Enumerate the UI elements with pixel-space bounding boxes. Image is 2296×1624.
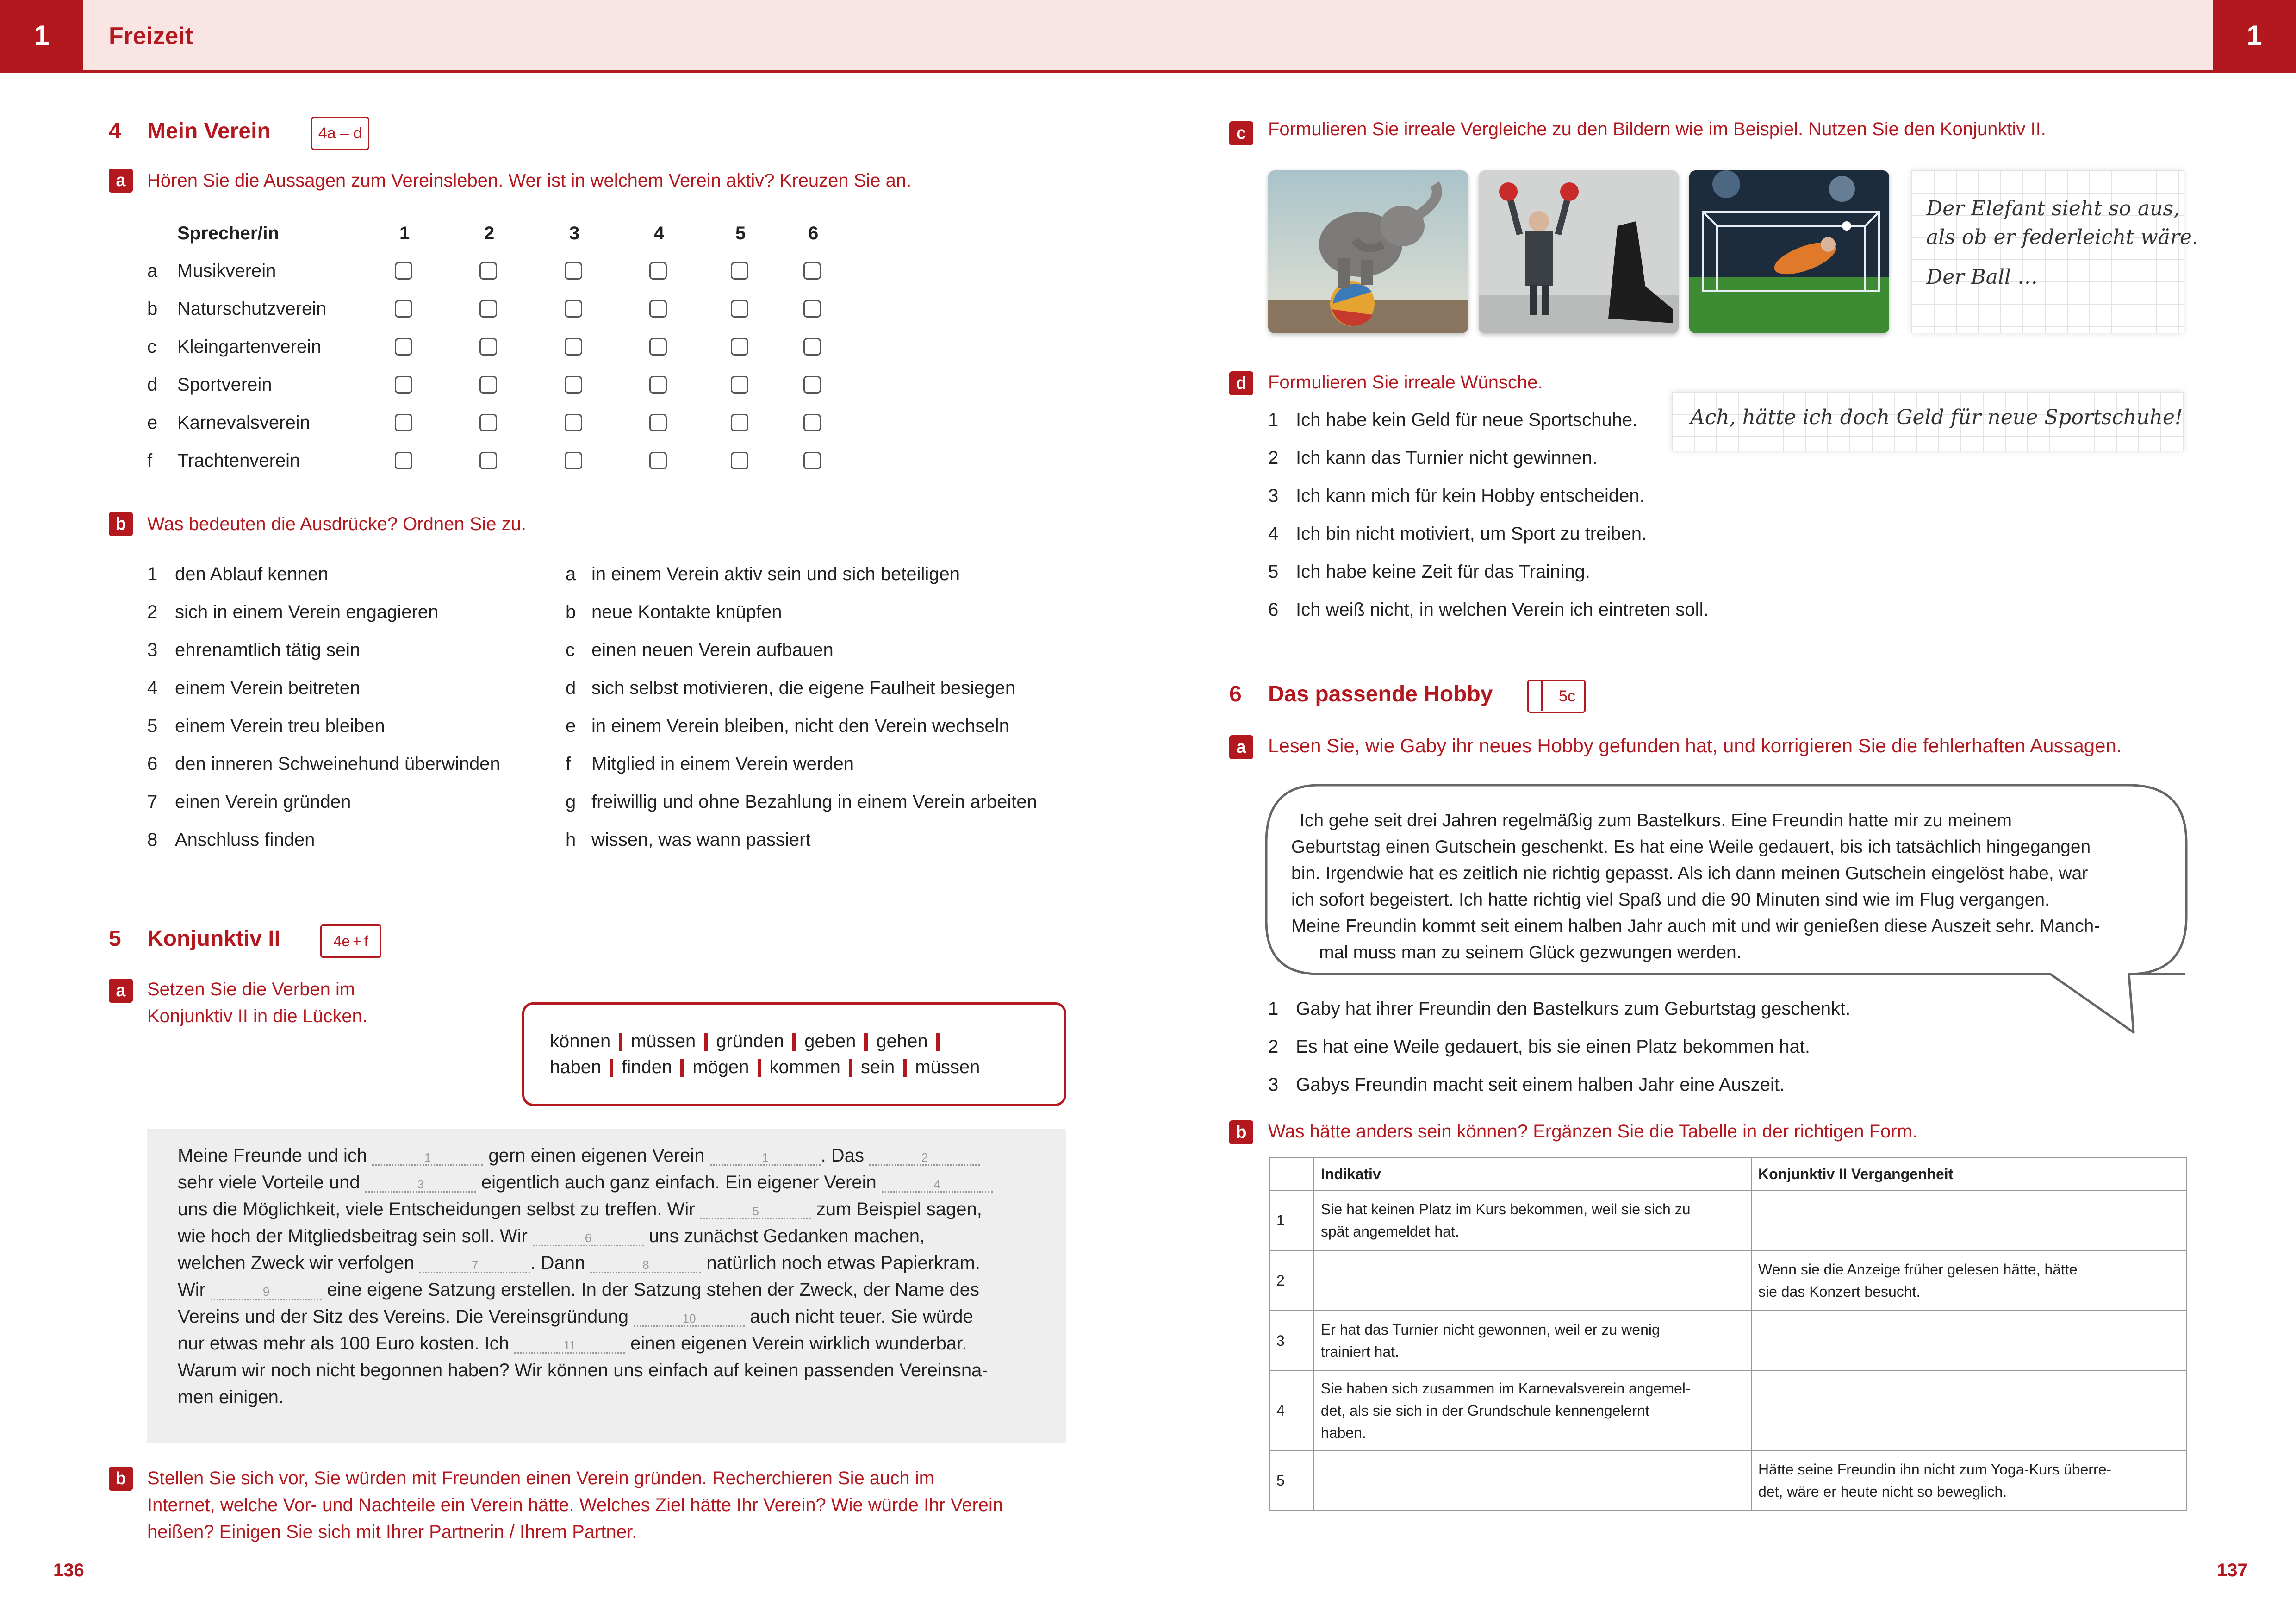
gap-field[interactable]: 2 <box>869 1150 980 1166</box>
separator-bar <box>758 1059 761 1077</box>
task-label: b <box>109 512 133 536</box>
checkbox[interactable] <box>731 262 748 280</box>
table-row <box>1269 1250 2187 1311</box>
checkbox[interactable] <box>731 338 748 356</box>
column-number: 2 <box>484 223 495 244</box>
book-reference: 5c <box>1559 687 1575 705</box>
item-text: einem Verein treu bleiben <box>175 716 385 736</box>
item-text: Ich habe kein Geld für neue Sportschuhe. <box>1296 410 1638 430</box>
item-text: sich in einem Verein engagieren <box>175 602 439 622</box>
column-number: 4 <box>654 223 665 244</box>
item-text: in einem Verein aktiv sein und sich beteiligen <box>591 564 960 584</box>
photo-businessman-boxing <box>1479 170 1679 333</box>
cloze-line: Meine Freunde und ich 1 gern einen eigenen Verein 1 . Das 2 <box>178 1142 993 1169</box>
note-line: Der Elefant sieht so aus, <box>1926 197 2180 220</box>
checkbox[interactable] <box>649 376 667 394</box>
bubble-line: bin. Irgendwie hat es zeitlich nie richtig gepasst. Als ich dann meinen Gutschein eingelöst habe, war <box>1291 863 2088 883</box>
checkbox[interactable] <box>479 376 497 394</box>
task-label: a <box>1229 735 1253 759</box>
item-text: Mitglied in einem Verein werden <box>591 754 854 774</box>
item-text: Ich weiß nicht, in welchen Verein ich eintreten soll. <box>1296 600 1709 620</box>
item-number: 3 <box>1268 486 1279 506</box>
table-cell-number: 5 <box>1269 1450 1314 1511</box>
task-instruction-line: Internet, welche Vor- und Nachteile ein Verein hätte. Welches Ziel hätte Ihr Verein? Wie würde Ihr Verein <box>147 1495 1003 1515</box>
gap-field[interactable]: 1 <box>372 1150 483 1166</box>
item-number: 1 <box>1268 410 1279 430</box>
gap-field[interactable]: 4 <box>882 1177 993 1193</box>
page-number-left: 136 <box>53 1560 84 1580</box>
checkbox[interactable] <box>565 452 582 469</box>
table-header-cell: Indikativ <box>1314 1158 1751 1190</box>
cell-line: haben. <box>1320 1424 1366 1441</box>
item-text: Es hat eine Weile gedauert, bis sie einen Platz bekommen hat. <box>1296 1037 1811 1057</box>
checkbox[interactable] <box>565 414 582 431</box>
row-letter: f <box>147 450 153 471</box>
cloze-line: uns die Möglichkeit, viele Entscheidungen selbst zu treffen. Wir 5 zum Beispiel sagen, <box>178 1199 982 1219</box>
book-icon <box>311 117 369 150</box>
separator-bar <box>619 1033 622 1051</box>
task-label: b <box>1229 1120 1253 1144</box>
cell-line: Wenn sie die Anzeige früher gelesen hätte, hätte <box>1758 1261 2078 1278</box>
item-text: den Ablauf kennen <box>175 564 329 584</box>
cloze-text <box>178 1142 993 1411</box>
item-letter: h <box>566 830 576 850</box>
item-text: wissen, was wann passiert <box>591 830 811 850</box>
item-text: einem Verein beitreten <box>175 678 361 698</box>
table-cell-number: 3 <box>1269 1311 1314 1371</box>
table-cell-indikativ[interactable] <box>1314 1250 1751 1311</box>
item-text: Ich bin nicht motiviert, um Sport zu treiben. <box>1296 524 1647 544</box>
item-number: 1 <box>147 564 158 584</box>
bubble-line: Geburtstag einen Gutschein geschenkt. Es hat eine Weile gedauert, bis ich tatsächlich hingegangen <box>1291 837 2091 857</box>
item-text: Gaby hat ihrer Freundin den Bastelkurs zum Geburtstag geschenkt. <box>1296 999 1851 1019</box>
row-letter: c <box>147 337 156 357</box>
task-instruction-line: Stellen Sie sich vor, Sie würden mit Freunden einen Verein gründen. Recherchieren Sie auch im <box>147 1468 934 1488</box>
checkbox[interactable] <box>731 452 748 469</box>
item-letter: f <box>566 754 571 774</box>
item-number: 2 <box>147 602 158 622</box>
book-icon <box>320 924 381 958</box>
task-instruction-line2: Konjunktiv II in die Lücken. <box>147 1006 367 1026</box>
item-number: 5 <box>147 716 158 736</box>
checkbox[interactable] <box>649 338 667 356</box>
word-box-line <box>550 1028 948 1055</box>
item-text: Anschluss finden <box>175 830 315 850</box>
item-number: 4 <box>1268 524 1279 544</box>
bubble-line: ich sofort begeistert. Ich hatte richtig viel Spaß und die 90 Minuten sind wie im Flug vergangen. <box>1291 890 2050 910</box>
checkbox[interactable] <box>731 300 748 318</box>
item-text: Gabys Freundin macht seit einem halben Jahr eine Auszeit. <box>1296 1074 1785 1095</box>
task-instruction-line: heißen? Einigen Sie sich mit Ihrer Partnerin / Ihrem Partner. <box>147 1522 637 1542</box>
book-icon <box>1527 680 1586 713</box>
separator-bar <box>903 1059 907 1077</box>
checkbox[interactable] <box>395 414 412 431</box>
checkbox[interactable] <box>649 452 667 469</box>
separator-bar <box>792 1033 796 1051</box>
checkbox[interactable] <box>395 262 412 280</box>
item-letter: g <box>566 792 576 812</box>
cloze-line: sehr viele Vorteile und 3 eigentlich auch ganz einfach. Ein eigener Verein 4 <box>178 1169 993 1196</box>
item-number: 3 <box>1268 1074 1279 1095</box>
row-label: Trachtenverein <box>177 450 300 471</box>
task-label: c <box>1229 121 1253 145</box>
cloze-line: Wir 9 eine eigene Satzung erstellen. In der Satzung stehen der Zweck, der Name des <box>178 1280 979 1300</box>
word-option: finden <box>622 1057 672 1077</box>
bubble-text <box>1291 807 2100 966</box>
table-cell-indikativ[interactable] <box>1314 1450 1751 1511</box>
book-reference: 4a – d <box>318 124 362 142</box>
note-line: Der Ball … <box>1926 265 2038 289</box>
section-number: 4 <box>109 119 121 144</box>
cell-line: spät angemeldet hat. <box>1320 1223 1459 1240</box>
checkbox[interactable] <box>731 376 748 394</box>
column-header: Sprecher/in <box>177 223 280 244</box>
row-letter: e <box>147 412 158 433</box>
checkbox[interactable] <box>803 376 821 394</box>
item-letter: c <box>566 640 575 660</box>
cloze-line: men einigen. <box>178 1387 284 1407</box>
section-number: 5 <box>109 926 121 951</box>
task-instruction-line1: Setzen Sie die Verben im <box>147 979 355 999</box>
cell-line: Sie haben sich zusammen im Karnevalsverein angemel- <box>1320 1380 1691 1397</box>
word-option: haben <box>550 1057 602 1077</box>
item-text: den inneren Schweinehund überwinden <box>175 754 500 774</box>
bubble-line: Ich gehe seit drei Jahren regelmäßig zum Bastelkurs. Eine Freundin hatte mir zu meinem <box>1300 811 2012 831</box>
separator-bar <box>864 1033 868 1051</box>
word-box-line <box>550 1054 980 1081</box>
task-instruction: Lesen Sie, wie Gaby ihr neues Hobby gefunden hat, und korrigieren Sie die fehlerhaften Aussagen. <box>1268 735 2122 756</box>
cloze-line: wie hoch der Mitgliedsbeitrag sein soll. Wir 6 uns zunächst Gedanken machen, <box>178 1226 925 1246</box>
bubble-line: Meine Freundin kommt seit einem halben Jahr auch mit und wir genießen diese Auszeit sehr. Manch- <box>1291 916 2100 936</box>
page-number-right: 137 <box>2217 1560 2248 1580</box>
word-option: kommen <box>769 1057 840 1077</box>
item-number: 4 <box>147 678 158 698</box>
row-label: Naturschutzverein <box>177 299 327 319</box>
item-number: 8 <box>147 830 158 850</box>
conversion-table <box>1269 1157 2187 1511</box>
item-text: freiwillig und ohne Bezahlung in einem Verein arbeiten <box>591 792 1037 812</box>
checkbox[interactable] <box>395 376 412 394</box>
cloze-line: Warum wir noch nicht begonnen haben? Wir können uns einfach auf keinen passenden Vereinsna- <box>178 1360 988 1380</box>
separator-bar <box>936 1033 940 1051</box>
column-number: 5 <box>735 223 746 244</box>
cloze-line: welchen Zweck wir verfolgen 7 . Dann 8 natürlich noch etwas Papierkram. <box>178 1253 980 1273</box>
gap-field[interactable]: 3 <box>365 1177 476 1193</box>
chapter-number-right: 1 <box>2213 0 2296 70</box>
column-number: 1 <box>399 223 410 244</box>
table-cell-number: 4 <box>1269 1371 1314 1450</box>
item-number: 5 <box>1268 562 1279 582</box>
photo-goalkeeper <box>1689 170 1889 333</box>
cell-line: Hätte seine Freundin ihn nicht zum Yoga-Kurs überre- <box>1758 1461 2112 1478</box>
cell-line: sie das Konzert besucht. <box>1758 1283 1921 1300</box>
table-cell-indikativ <box>1314 1311 1751 1371</box>
word-option: müssen <box>631 1031 696 1051</box>
chapter-title: Freizeit <box>109 23 193 50</box>
table-cell-indikativ <box>1314 1371 1751 1450</box>
row-letter: d <box>147 375 158 395</box>
table-cell-konjunktiv <box>1751 1250 2187 1311</box>
gap-field[interactable]: 11 <box>514 1338 625 1354</box>
word-option: mögen <box>692 1057 749 1077</box>
checkbox[interactable] <box>479 338 497 356</box>
header-bar <box>0 0 2296 73</box>
item-text: Ich kann mich für kein Hobby entscheiden. <box>1296 486 1645 506</box>
item-text: einen neuen Verein aufbauen <box>591 640 834 660</box>
checkbox[interactable] <box>649 414 667 431</box>
separator-bar <box>610 1059 613 1077</box>
chapter-number-left: 1 <box>0 0 83 70</box>
table-cell-indikativ <box>1314 1190 1751 1250</box>
task-instruction: Formulieren Sie irreale Wünsche. <box>1268 372 1543 393</box>
table-header-cell <box>1269 1158 1314 1190</box>
item-text: ehrenamtlich tätig sein <box>175 640 361 660</box>
gap-field[interactable]: 8 <box>590 1258 701 1273</box>
task-instruction: Formulieren Sie irreale Vergleiche zu den Bildern wie im Beispiel. Nutzen Sie den Konjunktiv II. <box>1268 119 2046 139</box>
checkbox[interactable] <box>395 300 412 318</box>
row-letter: b <box>147 299 158 319</box>
table-cell-konjunktiv[interactable] <box>1751 1190 2187 1250</box>
cloze-line: nur etwas mehr als 100 Euro kosten. Ich 11 einen eigenen Verein wirklich wunderbar. <box>178 1333 967 1354</box>
book-ref-part: 4e <box>333 932 350 949</box>
task-instruction: Was bedeuten die Ausdrücke? Ordnen Sie zu. <box>147 514 527 534</box>
word-option: geben <box>804 1031 856 1051</box>
cell-line: Sie hat keinen Platz im Kurs bekommen, weil sie sich zu <box>1320 1201 1691 1218</box>
column-number: 6 <box>808 223 819 244</box>
checkbox[interactable] <box>803 414 821 431</box>
item-number: 7 <box>147 792 158 812</box>
item-text: Ich kann das Turnier nicht gewinnen. <box>1296 448 1598 468</box>
book-ref-part: f <box>364 932 368 949</box>
item-number: 6 <box>1268 600 1279 620</box>
row-letter: a <box>147 261 158 281</box>
item-text: sich selbst motivieren, die eigene Faulheit besiegen <box>591 678 1016 698</box>
item-number: 3 <box>147 640 158 660</box>
row-label: Kleingartenverein <box>177 337 322 357</box>
checkbox[interactable] <box>479 452 497 469</box>
word-option: müssen <box>915 1057 980 1077</box>
checkbox[interactable] <box>479 300 497 318</box>
table-header-cell: Konjunktiv II Vergangenheit <box>1751 1158 2187 1190</box>
checkbox[interactable] <box>565 300 582 318</box>
word-option: gründen <box>716 1031 784 1051</box>
section-title: Konjunktiv II <box>147 926 280 951</box>
task-label: a <box>109 979 133 1003</box>
item-number: 1 <box>1268 999 1279 1019</box>
cloze-line: Vereins und der Sitz des Vereins. Die Vereinsgründung 10 auch nicht teuer. Sie würde <box>178 1306 973 1327</box>
table-cell-konjunktiv <box>1751 1450 2187 1511</box>
note-line: als ob er federleicht wäre. <box>1926 225 2198 249</box>
section-title: Das passende Hobby <box>1268 682 1493 706</box>
checkbox[interactable] <box>731 414 748 431</box>
table-row <box>1269 1190 2187 1250</box>
gap-field[interactable]: 6 <box>533 1231 644 1246</box>
example-note-text <box>1926 194 2198 292</box>
item-letter: b <box>566 602 576 622</box>
item-letter: e <box>566 716 576 736</box>
book-spine <box>1541 681 1543 711</box>
gap-field[interactable]: 10 <box>634 1312 745 1327</box>
cell-line: trainiert hat. <box>1320 1343 1399 1360</box>
table-row <box>1269 1450 2187 1511</box>
gap-field[interactable]: 1 <box>710 1150 821 1166</box>
section-number: 6 <box>1229 682 1242 706</box>
table-cell-konjunktiv[interactable] <box>1751 1311 2187 1371</box>
separator-bar <box>849 1059 852 1077</box>
row-label: Sportverein <box>177 375 272 395</box>
checkbox[interactable] <box>395 452 412 469</box>
column-number: 3 <box>569 223 580 244</box>
item-text: neue Kontakte knüpfen <box>591 602 782 622</box>
book-ref-plus: + <box>353 932 361 949</box>
checkbox[interactable] <box>565 338 582 356</box>
checkbox[interactable] <box>803 262 821 280</box>
separator-bar <box>704 1033 708 1051</box>
checkbox[interactable] <box>649 300 667 318</box>
bubble-line: mal muss man zu seinem Glück gezwungen werden. <box>1319 943 1742 962</box>
word-option: sein <box>860 1057 895 1077</box>
task-label: b <box>109 1467 133 1491</box>
task-label: a <box>109 169 133 193</box>
table-cell-konjunktiv[interactable] <box>1751 1371 2187 1450</box>
item-number: 6 <box>147 754 158 774</box>
task-instruction: Hören Sie die Aussagen zum Vereinsleben. Wer ist in welchem Verein aktiv? Kreuzen Sie an. <box>147 170 912 191</box>
photo-elephant <box>1268 170 1468 333</box>
cell-line: det, als sie sich in der Grundschule kennengelernt <box>1320 1402 1649 1419</box>
word-option: können <box>550 1031 611 1051</box>
item-number: 2 <box>1268 448 1279 468</box>
checkbox[interactable] <box>803 452 821 469</box>
example-note-text: Ach, hätte ich doch Geld für neue Sportschuhe! <box>1690 406 2183 429</box>
item-text: Ich habe keine Zeit für das Training. <box>1296 562 1590 582</box>
table-cell-number: 2 <box>1269 1250 1314 1311</box>
task-instruction: Was hätte anders sein können? Ergänzen Sie die Tabelle in der richtigen Form. <box>1268 1121 1918 1142</box>
item-letter: a <box>566 564 576 584</box>
row-label: Musikverein <box>177 261 276 281</box>
item-letter: d <box>566 678 576 698</box>
separator-bar <box>680 1059 684 1077</box>
row-label: Karnevalsverein <box>177 412 310 433</box>
cell-line: Er hat das Turnier nicht gewonnen, weil er zu wenig <box>1320 1321 1660 1338</box>
section-title: Mein Verein <box>147 119 271 144</box>
item-text: in einem Verein bleiben, nicht den Verein wechseln <box>591 716 1009 736</box>
checkbox[interactable] <box>395 338 412 356</box>
table-row <box>1269 1311 2187 1371</box>
table-row <box>1269 1371 2187 1450</box>
checkbox[interactable] <box>803 300 821 318</box>
checkbox[interactable] <box>565 376 582 394</box>
table-cell-number: 1 <box>1269 1190 1314 1250</box>
gap-field[interactable]: 9 <box>211 1285 322 1300</box>
task-label: d <box>1229 371 1253 395</box>
checkbox[interactable] <box>649 262 667 280</box>
word-option: gehen <box>876 1031 928 1051</box>
checkbox[interactable] <box>479 414 497 431</box>
item-number: 2 <box>1268 1037 1279 1057</box>
item-text: einen Verein gründen <box>175 792 351 812</box>
checkbox[interactable] <box>565 262 582 280</box>
checkbox[interactable] <box>479 262 497 280</box>
cell-line: det, wäre er heute nicht so beweglich. <box>1758 1483 2007 1500</box>
table-header-row <box>1269 1158 2187 1190</box>
gap-field[interactable]: 5 <box>700 1204 811 1219</box>
checkbox[interactable] <box>803 338 821 356</box>
gap-field[interactable]: 7 <box>419 1258 530 1273</box>
